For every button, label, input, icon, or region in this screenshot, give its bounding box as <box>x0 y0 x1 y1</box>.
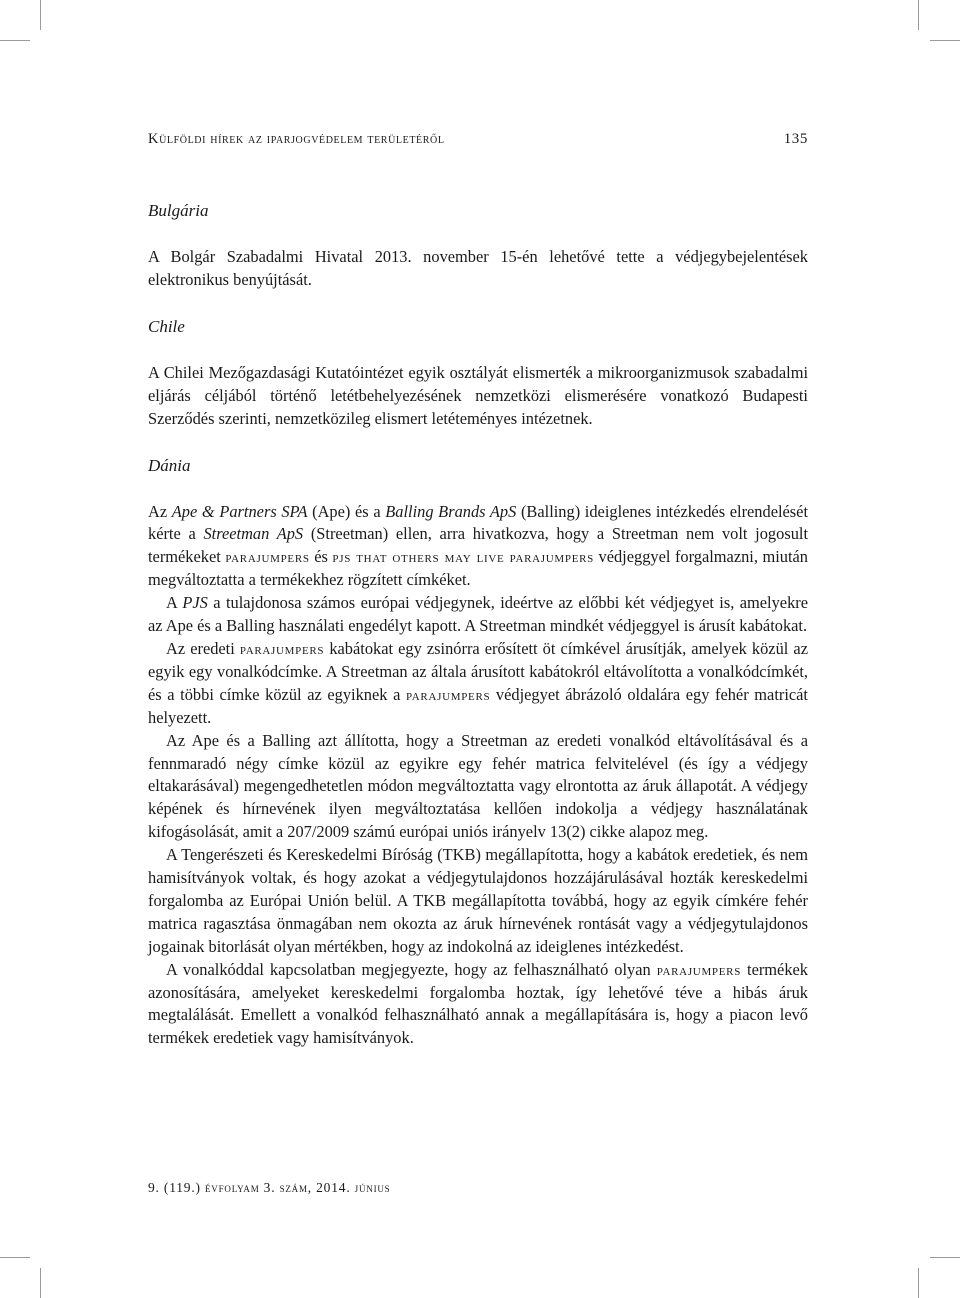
section-heading-bulgaria: Bulgária <box>148 201 209 220</box>
trademark: parajumpers <box>225 547 310 567</box>
paragraph: Az Ape és a Balling azt állította, hogy a Streetman az eredeti vonalkód eltávolításával és a fennmaradó négy címke közül az egyikre egy fehér matrica felvitelével (és így a védjegy eltakarásával) megengedhetetlen módon megváltoztatta vagy elrontotta az áruk állapotát. A védjegy képének és hírnevének ilyen megváltoztatása kellően indokolja a védjegy használatának kifogásolását, amit a 207/2009 számú európai uniós irányelv 13(2) cikke alapoz meg. <box>148 730 808 842</box>
section-heading-denmark: Dánia <box>148 455 191 475</box>
text-run: A <box>166 593 183 613</box>
text-run: a tulajdonosa számos európai védjegynek, ideértve az előbbi két védjegyet is, amelyekre az Ape és a Balling használati engedélyt kapott. A Streetman mindkét védjeggyel is árusít kabátokat. <box>148 593 809 636</box>
company-name: Balling Brands ApS <box>385 501 517 521</box>
page-footer: 9. (119.) évfolyam 3. szám, 2014. június <box>148 1180 391 1195</box>
crop-mark <box>918 1268 919 1298</box>
running-title: Külföldi hírek az iparjogvédelem területéről <box>148 131 445 147</box>
trademark: pjs that others may live parajumpers <box>332 547 594 567</box>
text-run: termékek azonosítására, amelyeket kereskedelmi forgalomba hoztak, így lehetővé téve a hibás áruk megtalálását. Emellett a vonalkód felhasználható annak a megállapítására is, hogy a piacon levő termékek eredetiek vagy hamisítványok. <box>148 959 808 1048</box>
crop-mark <box>40 0 41 30</box>
text-run: (Streetman) ellen, arra hivatkozva, hogy a Streetman nem volt jogosult termékeket <box>148 524 808 567</box>
paragraph <box>148 501 808 593</box>
paragraph <box>148 638 808 730</box>
crop-mark <box>930 1257 960 1258</box>
paragraph: A Chilei Mezőgazdasági Kutatóintézet egyik osztályát elismerték a mikroorganizmusok szabadalmi eljárás céljából történő letétbehelyezésének nemzetközi elismerésére vonatkozó Budapesti Szerződés szerinti, nemzetközileg elismert letéteményes intézetnek. <box>148 362 808 428</box>
section-heading-chile: Chile <box>148 316 185 336</box>
text-run: védjeggyel forgalmazni, miután megváltoztatta a termékekhez rögzített címkéket. <box>148 547 808 590</box>
text-run: A vonalkóddal kapcsolatban megjegyezte, hogy az felhasználható olyan <box>166 959 657 979</box>
page-number: 135 <box>783 131 808 147</box>
company-name: Ape & Partners SPA <box>171 501 308 521</box>
trademark: parajumpers <box>239 638 325 658</box>
page-content <box>148 200 808 1050</box>
paragraph <box>148 592 808 638</box>
crop-mark <box>930 40 960 41</box>
trademark: parajumpers <box>656 959 742 979</box>
text-run: és <box>309 547 333 567</box>
running-head <box>148 131 808 148</box>
text-run: védjegyet ábrázoló oldalára egy fehér matricát helyezett. <box>148 684 808 727</box>
company-name: PJS <box>182 593 208 613</box>
paragraph <box>148 959 808 1051</box>
company-name: Streetman ApS <box>203 524 304 544</box>
text-run: Az eredeti <box>166 638 240 658</box>
text-run: Az <box>148 501 172 521</box>
crop-mark <box>40 1268 41 1298</box>
crop-mark <box>0 1257 30 1258</box>
text-run: (Ape) és a <box>307 501 386 521</box>
paragraph: A Tengerészeti és Kereskedelmi Bíróság (TKB) megállapította, hogy a kabátok eredetiek, és nem hamisítványok voltak, és hogy azokat a védjegytulajdonos hozzájárulásával hozták kereskedelmi forgalomba az Európai Unión belül. A TKB megállapította továbbá, hogy az egyik címkére fehér matrica ragasztása önmagában nem okozta az áruk hírnevének rontását vagy a védjegytulajdonos jogainak bitorlását olyan mértékben, hogy az indokolná az ideiglenes intézkedést. <box>148 845 808 956</box>
text-run: kabátokat egy zsinórra erősített öt címkével árusítják, amelyek közül az egyik egy vonalkódcímke. A Streetman az általa árusított kabátokról eltávolította a vonalkódcímkét, és a többi címke közül az egyiknek a <box>148 638 808 704</box>
paragraph: A Bolgár Szabadalmi Hivatal 2013. november 15-én lehetővé tette a védjegybejelentések elektronikus benyújtását. <box>148 247 808 289</box>
text-run: (Balling) ideiglenes intézkedés elrendelését kérte a <box>148 501 809 544</box>
trademark: parajumpers <box>405 684 491 704</box>
crop-mark <box>0 40 30 41</box>
crop-mark <box>918 0 919 30</box>
